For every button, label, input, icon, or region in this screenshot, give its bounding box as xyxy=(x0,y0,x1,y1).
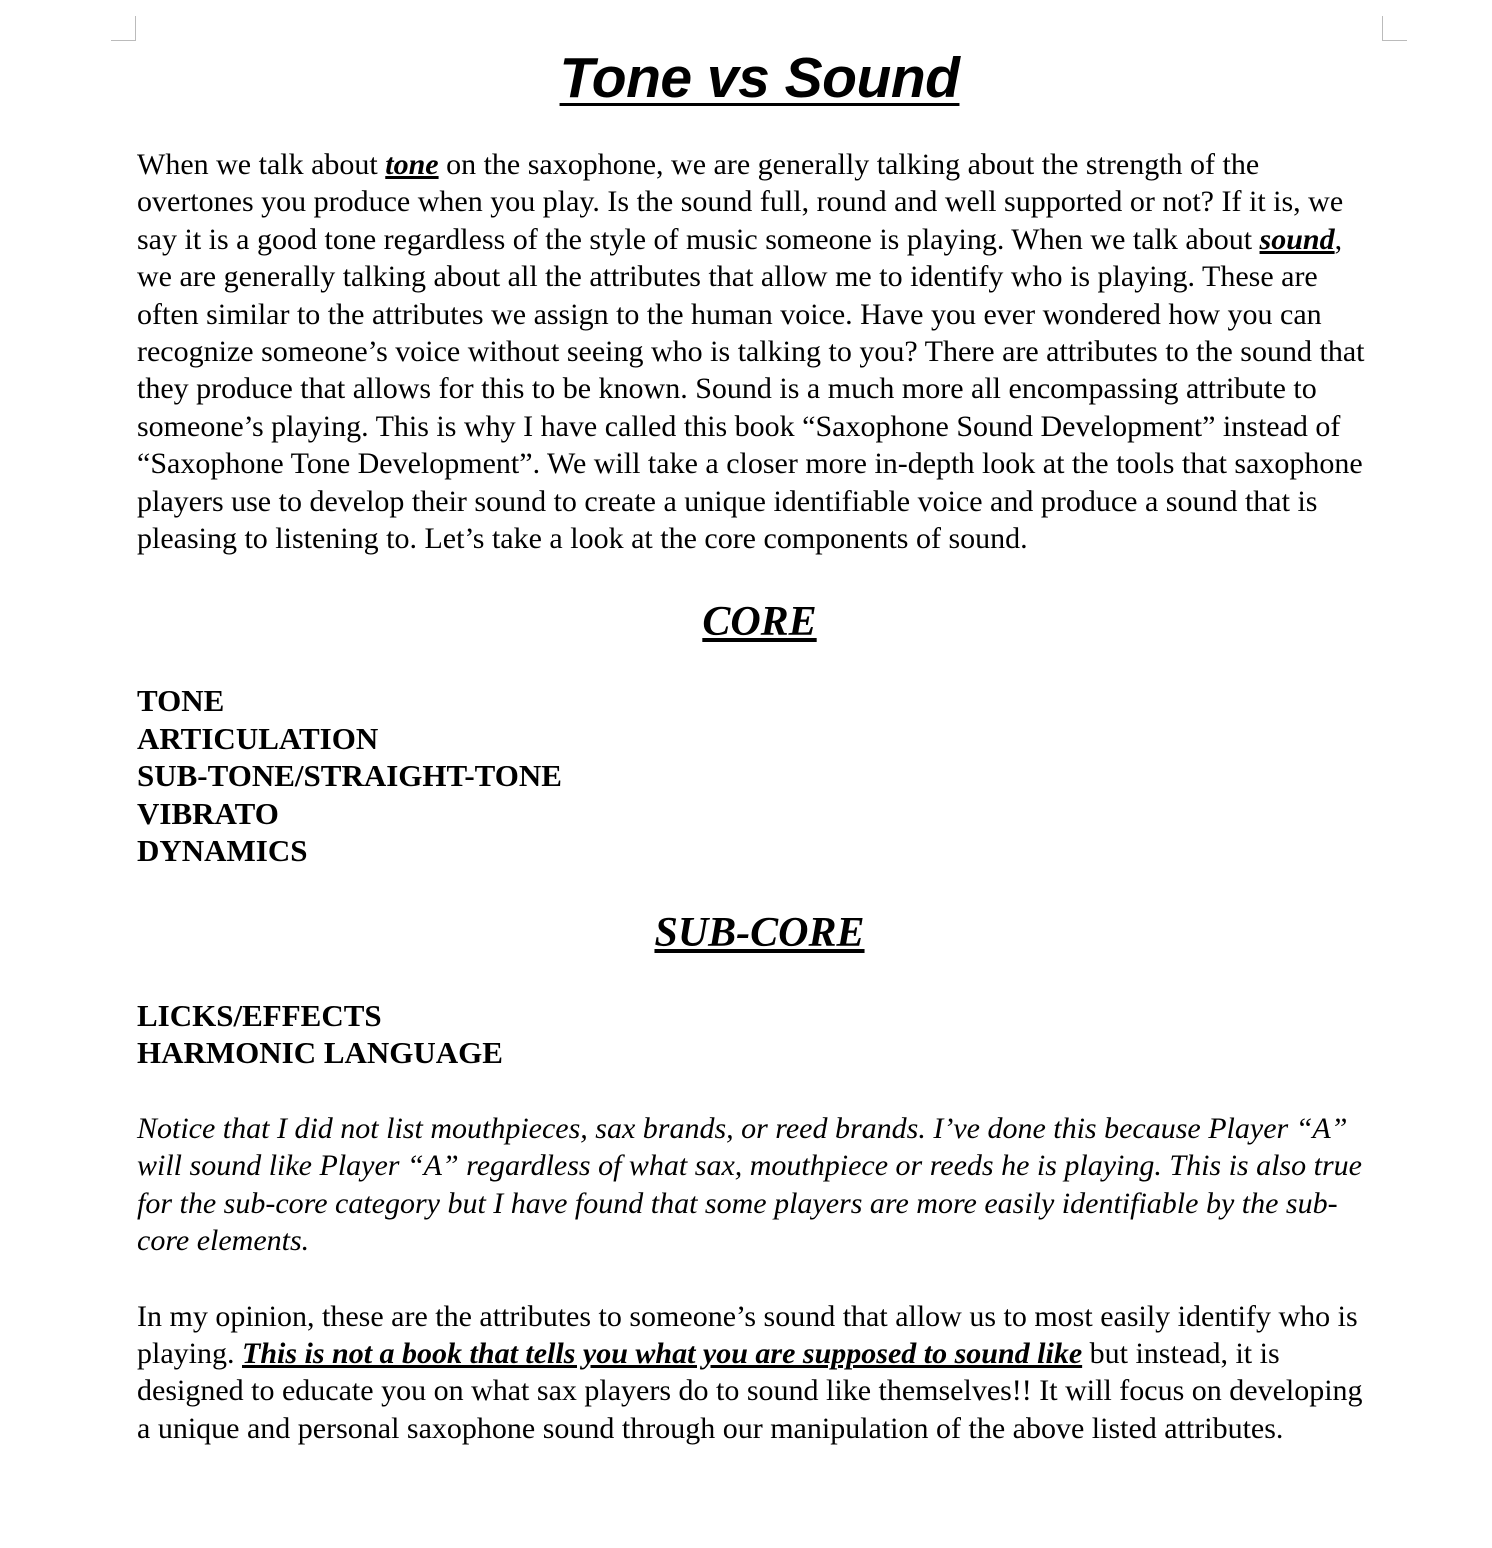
emphasis-tone: tone xyxy=(385,148,439,181)
page-corner-mark-top-left xyxy=(111,16,136,41)
subcore-item: LICKS/EFFECTS xyxy=(137,997,382,1033)
core-item: ARTICULATION xyxy=(137,720,379,756)
intro-text-1: When we talk about xyxy=(137,148,386,181)
document-page xyxy=(137,40,1382,1447)
page-corner-mark-top-right xyxy=(1382,16,1407,41)
subcore-heading: SUB-CORE xyxy=(654,909,865,956)
closing-text-1: In my opinion, these are the attributes to someone’s sound that allow us to most easily identify who is playing. xyxy=(137,1299,1358,1370)
core-item: TONE xyxy=(137,683,225,719)
subcore-item: HARMONIC LANGUAGE xyxy=(137,1035,503,1071)
core-item: VIBRATO xyxy=(137,795,279,831)
note-paragraph: Notice that I did not list mouthpieces, sax brands, or reed brands. I’ve done this because Player “A” will sound like Player “A” regardless of what sax, mouthpiece or reeds he is playing. This is also true for the sub-core category but I have found that some players are more easily identifiable by the sub-core elements. xyxy=(137,1111,1362,1258)
closing-emphasis: This is not a book that tells you what you are supposed to sound like xyxy=(242,1337,1083,1370)
core-item: DYNAMICS xyxy=(137,833,308,869)
intro-paragraph xyxy=(137,146,1382,557)
subcore-list xyxy=(137,997,1382,1072)
intro-text-2: on the saxophone, we are generally talking about the strength of the overtones you produce when you play. Is the sound full, round and well supported or not? If it is, we say it is a good tone regardless of the style of music someone is playing. When we talk about xyxy=(137,148,1344,256)
document-title: Tone vs Sound xyxy=(559,46,960,110)
core-item: SUB-TONE/STRAIGHT-TONE xyxy=(137,758,562,794)
closing-paragraph xyxy=(137,1298,1382,1448)
emphasis-sound: sound xyxy=(1259,222,1335,256)
core-heading: CORE xyxy=(702,599,817,646)
intro-text-3: , we are generally talking about all the attributes that allow me to identify who is playing. These are often similar to the attributes we assign to the human voice. Have you ever wondered how you can recognize someone’s voice without seeing who is talking to you? There are attributes to the sound that they produce that allows for this to be known. Sound is a much more all encompassing attribute to someone’s playing. This is why I have called this book “Saxophone Sound Development” instead of “Saxophone Tone Development”. We will take a closer more in-depth look at the tools that saxophone players use to develop their sound to create a unique identifiable voice and produce a sound that is pleasing to listening to. Let’s take a look at the core components of sound. xyxy=(137,222,1365,556)
closing-text-2: but instead, it is designed to educate you on what sax players do to sound like themselves!! It will focus on developing a unique and personal saxophone sound through our manipulation of the above listed attributes. xyxy=(137,1337,1363,1445)
core-list xyxy=(137,682,1382,870)
